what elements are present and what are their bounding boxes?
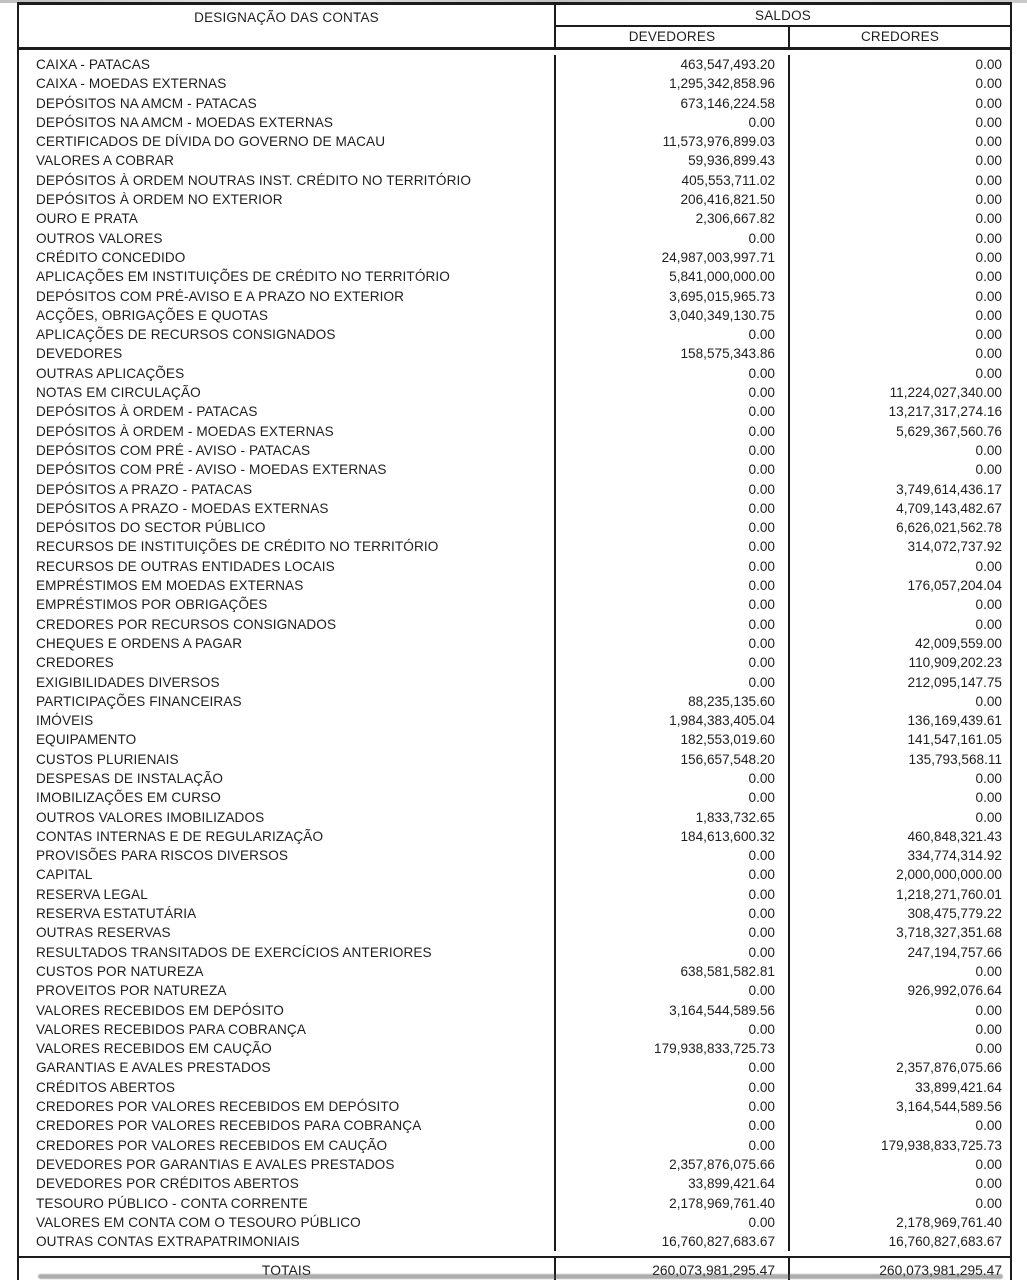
- table-row: [19, 499, 1010, 518]
- credores-value: 16,760,827,683.67: [888, 1234, 1002, 1250]
- credores-value: 0.00: [975, 249, 1002, 265]
- account-name: CHEQUES E ORDENS A PAGAR: [19, 634, 556, 653]
- devedores-value: 156,657,548.20: [556, 750, 790, 769]
- account-name: DEPÓSITOS DO SECTOR PÚBLICO: [19, 518, 556, 537]
- credores-value: 0.00: [975, 365, 1002, 381]
- account-name: VALORES RECEBIDOS EM CAUÇÃO: [19, 1039, 556, 1058]
- column-header-devedores: DEVEDORES: [556, 27, 790, 47]
- table-body: [19, 50, 1010, 1256]
- account-name: CREDORES POR RECURSOS CONSIGNADOS: [19, 615, 556, 634]
- credores-value: 0.00: [975, 1176, 1002, 1192]
- table-row: [19, 904, 1010, 923]
- account-name: CUSTOS POR NATUREZA: [19, 962, 556, 981]
- devedores-value: 673,146,224.58: [556, 94, 790, 113]
- account-name: RECURSOS DE OUTRAS ENTIDADES LOCAIS: [19, 557, 556, 576]
- account-name: CERTIFICADOS DE DÍVIDA DO GOVERNO DE MACAU: [19, 132, 556, 151]
- credores-value: 1,218,271,760.01: [896, 886, 1002, 902]
- devedores-value: 0.00: [556, 422, 790, 441]
- table-row: [19, 943, 1010, 962]
- devedores-value: 24,987,003,997.71: [556, 248, 790, 267]
- devedores-value: 0.00: [556, 518, 790, 537]
- devedores-value: 0.00: [556, 1136, 790, 1155]
- credores-value: 3,749,614,436.17: [896, 481, 1002, 497]
- table-row: [19, 788, 1010, 807]
- credores-value: 0.00: [975, 76, 1002, 92]
- devedores-value: 179,938,833,725.73: [556, 1039, 790, 1058]
- credores-value: 110,909,202.23: [908, 655, 1002, 671]
- table-row: [19, 827, 1010, 846]
- devedores-value: 0.00: [556, 441, 790, 460]
- credores-value: 136,169,439.61: [907, 713, 1002, 729]
- credores-value: 2,178,969,761.40: [896, 1214, 1002, 1230]
- devedores-value: 3,164,544,589.56: [556, 1001, 790, 1020]
- table-row: [19, 55, 1010, 74]
- table-row: [19, 1001, 1010, 1020]
- devedores-value: 0.00: [556, 229, 790, 248]
- devedores-value: 0.00: [556, 499, 790, 518]
- table-row: [19, 1097, 1010, 1116]
- account-name: CRÉDITOS ABERTOS: [19, 1078, 556, 1097]
- credores-value: 0.00: [975, 1118, 1002, 1134]
- credores-value: 0.00: [975, 211, 1002, 227]
- credores-value: 0.00: [975, 230, 1002, 246]
- credores-value: 4,709,143,482.67: [896, 500, 1002, 516]
- table-row: [19, 422, 1010, 441]
- credores-value: 0.00: [975, 558, 1002, 574]
- credores-value: 0.00: [975, 693, 1002, 709]
- table-row: [19, 1058, 1010, 1077]
- account-name: IMOBILIZAÇÕES EM CURSO: [19, 788, 556, 807]
- account-name: RECURSOS DE INSTITUIÇÕES DE CRÉDITO NO TERRITÓRIO: [19, 537, 556, 556]
- credores-value: 0.00: [975, 192, 1002, 208]
- credores-value: 0.00: [975, 1002, 1002, 1018]
- credores-value: 0.00: [975, 134, 1002, 150]
- table-row: [19, 364, 1010, 383]
- table-row: [19, 1174, 1010, 1193]
- devedores-value: 3,040,349,130.75: [556, 306, 790, 325]
- devedores-value: 3,695,015,965.73: [556, 287, 790, 306]
- credores-value: 0.00: [975, 616, 1002, 632]
- devedores-value: 0.00: [556, 615, 790, 634]
- saldos-header-group: [556, 5, 1010, 47]
- devedores-value: 0.00: [556, 557, 790, 576]
- table-row: [19, 480, 1010, 499]
- devedores-value: 0.00: [556, 1058, 790, 1077]
- column-header-credores: CREDORES: [860, 29, 940, 44]
- credores-value: 0.00: [975, 770, 1002, 786]
- devedores-value: 0.00: [556, 325, 790, 344]
- devedores-value: 33,899,421.64: [556, 1174, 790, 1193]
- account-name: DEPÓSITOS NA AMCM - MOEDAS EXTERNAS: [19, 113, 556, 132]
- devedores-value: 0.00: [556, 402, 790, 421]
- devedores-value: 0.00: [556, 364, 790, 383]
- table-row: [19, 692, 1010, 711]
- credores-value: 247,194,757.66: [907, 944, 1002, 960]
- table-row: [19, 74, 1010, 93]
- devedores-value: 0.00: [556, 673, 790, 692]
- table-row: [19, 460, 1010, 479]
- account-name: PROVEITOS POR NATUREZA: [19, 981, 556, 1000]
- devedores-value: 0.00: [556, 1097, 790, 1116]
- devedores-value: 1,833,732.65: [556, 808, 790, 827]
- account-name: VALORES RECEBIDOS PARA COBRANÇA: [19, 1020, 556, 1039]
- account-name: CREDORES POR VALORES RECEBIDOS PARA COBRANÇA: [19, 1116, 556, 1135]
- devedores-value: 2,178,969,761.40: [556, 1194, 790, 1213]
- table-row: [19, 94, 1010, 113]
- devedores-value: 0.00: [556, 769, 790, 788]
- devedores-value: 16,760,827,683.67: [556, 1232, 790, 1251]
- table-row: [19, 885, 1010, 904]
- table-row: [19, 171, 1010, 190]
- account-name: OUTROS VALORES IMOBILIZADOS: [19, 808, 556, 827]
- devedores-value: 0.00: [556, 113, 790, 132]
- devedores-value: 0.00: [556, 480, 790, 499]
- table-row: [19, 383, 1010, 402]
- column-header-designacao-das-contas: DESIGNAÇÃO DAS CONTAS: [19, 5, 556, 47]
- credores-value: 3,718,327,351.68: [896, 925, 1002, 941]
- account-name: DEVEDORES POR CRÉDITOS ABERTOS: [19, 1174, 556, 1193]
- table-row: [19, 287, 1010, 306]
- account-name: DEPÓSITOS A PRAZO - PATACAS: [19, 480, 556, 499]
- table-row: [19, 981, 1010, 1000]
- table-row: [19, 595, 1010, 614]
- account-name: OUTROS VALORES: [19, 229, 556, 248]
- credores-value: 0.00: [975, 95, 1002, 111]
- credores-value: 460,848,321.43: [907, 828, 1002, 844]
- credores-value: 33,899,421.64: [915, 1079, 1002, 1095]
- devedores-value: 59,936,899.43: [556, 151, 790, 170]
- credores-value: 2,357,876,075.66: [896, 1060, 1002, 1076]
- credores-value: 334,774,314.92: [907, 848, 1002, 864]
- credores-value: 0.00: [975, 114, 1002, 130]
- credores-value: 0.00: [975, 269, 1002, 285]
- devedores-value: 1,295,342,858.96: [556, 74, 790, 93]
- table-row: [19, 248, 1010, 267]
- account-name: DEPÓSITOS À ORDEM NO EXTERIOR: [19, 190, 556, 209]
- table-row: [19, 730, 1010, 749]
- table-row: [19, 190, 1010, 209]
- account-name: CAPITAL: [19, 865, 556, 884]
- credores-value: 0.00: [975, 963, 1002, 979]
- account-name: DEPÓSITOS COM PRÉ - AVISO - PATACAS: [19, 441, 556, 460]
- account-name: PROVISÕES PARA RISCOS DIVERSOS: [19, 846, 556, 865]
- credores-value: 0.00: [975, 1041, 1002, 1057]
- account-name: DEPÓSITOS A PRAZO - MOEDAS EXTERNAS: [19, 499, 556, 518]
- account-name: CREDORES POR VALORES RECEBIDOS EM DEPÓSITO: [19, 1097, 556, 1116]
- credores-value: 0.00: [975, 153, 1002, 169]
- account-name: IMÓVEIS: [19, 711, 556, 730]
- devedores-value: 158,575,343.86: [556, 344, 790, 363]
- account-name: ACÇÕES, OBRIGAÇÕES E QUOTAS: [19, 306, 556, 325]
- account-name: CRÉDITO CONCEDIDO: [19, 248, 556, 267]
- table-row: [19, 306, 1010, 325]
- devedores-value: 0.00: [556, 576, 790, 595]
- credores-value: 0.00: [975, 307, 1002, 323]
- totals-label: TOTAIS: [19, 1258, 556, 1280]
- devedores-value: 0.00: [556, 1213, 790, 1232]
- column-group-header-saldos: SALDOS: [556, 5, 1010, 27]
- devedores-value: 0.00: [556, 653, 790, 672]
- devedores-value: 0.00: [556, 1078, 790, 1097]
- account-name: CAIXA - PATACAS: [19, 55, 556, 74]
- table-row: [19, 1194, 1010, 1213]
- table-row: [19, 1136, 1010, 1155]
- devedores-value: 638,581,582.81: [556, 962, 790, 981]
- table-header: [19, 5, 1010, 50]
- devedores-value: 11,573,976,899.03: [556, 132, 790, 151]
- account-name: OUTRAS CONTAS EXTRAPATRIMONIAIS: [19, 1232, 556, 1251]
- table-row: [19, 653, 1010, 672]
- table-row: [19, 634, 1010, 653]
- account-name: CREDORES POR VALORES RECEBIDOS EM CAUÇÃO: [19, 1136, 556, 1155]
- account-name: OUTRAS RESERVAS: [19, 923, 556, 942]
- account-name: APLICAÇÕES DE RECURSOS CONSIGNADOS: [19, 325, 556, 344]
- credores-value: 0.00: [975, 597, 1002, 613]
- trial-balance-table: [17, 2, 1012, 1280]
- devedores-value: 206,416,821.50: [556, 190, 790, 209]
- credores-value: 176,057,204.04: [907, 578, 1002, 594]
- credores-value: 0.00: [975, 809, 1002, 825]
- table-row: [19, 750, 1010, 769]
- account-name: DEPÓSITOS À ORDEM - MOEDAS EXTERNAS: [19, 422, 556, 441]
- credores-value: 0.00: [975, 288, 1002, 304]
- account-name: DEPÓSITOS NA AMCM - PATACAS: [19, 94, 556, 113]
- credores-value: 0.00: [975, 1021, 1002, 1037]
- devedores-value: 5,841,000,000.00: [556, 267, 790, 286]
- credores-value: 314,072,737.92: [907, 539, 1002, 555]
- table-row: [19, 615, 1010, 634]
- table-row: [19, 267, 1010, 286]
- devedores-value: 1,984,383,405.04: [556, 711, 790, 730]
- credores-value: 3,164,544,589.56: [896, 1099, 1002, 1115]
- devedores-value: 0.00: [556, 634, 790, 653]
- table-row: [19, 209, 1010, 228]
- table-row: [19, 402, 1010, 421]
- account-name: APLICAÇÕES EM INSTITUIÇÕES DE CRÉDITO NO TERRITÓRIO: [19, 267, 556, 286]
- table-row: [19, 518, 1010, 537]
- account-name: EXIGIBILIDADES DIVERSOS: [19, 673, 556, 692]
- table-row: [19, 711, 1010, 730]
- account-name: RESERVA LEGAL: [19, 885, 556, 904]
- devedores-value: 0.00: [556, 595, 790, 614]
- devedores-value: 0.00: [556, 788, 790, 807]
- table-row: [19, 769, 1010, 788]
- account-name: RESERVA ESTATUTÁRIA: [19, 904, 556, 923]
- credores-value: 0.00: [975, 327, 1002, 343]
- table-row: [19, 325, 1010, 344]
- credores-value: 179,938,833,725.73: [881, 1137, 1002, 1153]
- credores-value: 6,626,021,562.78: [896, 520, 1002, 536]
- account-name: VALORES A COBRAR: [19, 151, 556, 170]
- account-name: VALORES RECEBIDOS EM DEPÓSITO: [19, 1001, 556, 1020]
- table-row: [19, 865, 1010, 884]
- table-row: [19, 1232, 1010, 1251]
- credores-value: 0.00: [975, 1156, 1002, 1172]
- credores-value: 5,629,367,560.76: [896, 423, 1002, 439]
- table-row: [19, 1155, 1010, 1174]
- credores-value: 0.00: [975, 172, 1002, 188]
- devedores-value: 0.00: [556, 1116, 790, 1135]
- account-name: EQUIPAMENTO: [19, 730, 556, 749]
- devedores-value: 0.00: [556, 460, 790, 479]
- account-name: CREDORES: [19, 653, 556, 672]
- credores-value: 308,475,779.22: [907, 906, 1002, 922]
- credores-value: 13,217,317,274.16: [888, 404, 1002, 420]
- account-name: VALORES EM CONTA COM O TESOURO PÚBLICO: [19, 1213, 556, 1232]
- credores-value: 0.00: [975, 1195, 1002, 1211]
- devedores-value: 405,553,711.02: [556, 171, 790, 190]
- account-name: RESULTADOS TRANSITADOS DE EXERCÍCIOS ANTERIORES: [19, 943, 556, 962]
- devedores-value: 2,357,876,075.66: [556, 1155, 790, 1174]
- table-row: [19, 1039, 1010, 1058]
- table-row: [19, 923, 1010, 942]
- devedores-value: 463,547,493.20: [556, 55, 790, 74]
- devedores-value: 0.00: [556, 923, 790, 942]
- credores-value: 0.00: [975, 462, 1002, 478]
- table-row: [19, 1020, 1010, 1039]
- credores-value: 0.00: [975, 790, 1002, 806]
- devedores-value: 182,553,019.60: [556, 730, 790, 749]
- devedores-value: 0.00: [556, 904, 790, 923]
- credores-value: 11,224,027,340.00: [889, 385, 1002, 401]
- totals-devedores-value: 260,073,981,295.47: [556, 1258, 790, 1280]
- account-name: OUTRAS APLICAÇÕES: [19, 364, 556, 383]
- account-name: DEVEDORES: [19, 344, 556, 363]
- account-name: CAIXA - MOEDAS EXTERNAS: [19, 74, 556, 93]
- devedores-value: 0.00: [556, 865, 790, 884]
- account-name: CONTAS INTERNAS E DE REGULARIZAÇÃO: [19, 827, 556, 846]
- account-name: DEPÓSITOS COM PRÉ-AVISO E A PRAZO NO EXTERIOR: [19, 287, 556, 306]
- table-row: [19, 1213, 1010, 1232]
- table-row: [19, 151, 1010, 170]
- table-row: [19, 113, 1010, 132]
- account-name: DEVEDORES POR GARANTIAS E AVALES PRESTADOS: [19, 1155, 556, 1174]
- table-row: [19, 229, 1010, 248]
- account-name: OURO E PRATA: [19, 209, 556, 228]
- devedores-value: 0.00: [556, 1020, 790, 1039]
- devedores-value: 0.00: [556, 943, 790, 962]
- table-row: [19, 576, 1010, 595]
- table-row: [19, 846, 1010, 865]
- account-name: PARTICIPAÇÕES FINANCEIRAS: [19, 692, 556, 711]
- table-row: [19, 1116, 1010, 1135]
- credores-value: 0.00: [975, 57, 1002, 72]
- account-name: CUSTOS PLURIENAIS: [19, 750, 556, 769]
- devedores-value: 88,235,135.60: [556, 692, 790, 711]
- table-row: [19, 673, 1010, 692]
- table-row: [19, 557, 1010, 576]
- credores-value: 0.00: [975, 346, 1002, 362]
- account-name: DESPESAS DE INSTALAÇÃO: [19, 769, 556, 788]
- credores-value: 0.00: [975, 442, 1002, 458]
- scan-artifact-bottom-edge: [38, 1274, 1003, 1279]
- table-row: [19, 344, 1010, 363]
- account-name: EMPRÉSTIMOS POR OBRIGAÇÕES: [19, 595, 556, 614]
- devedores-value: 0.00: [556, 537, 790, 556]
- table-row: [19, 441, 1010, 460]
- credores-value: 926,992,076.64: [907, 983, 1002, 999]
- devedores-value: 0.00: [556, 885, 790, 904]
- account-name: DEPÓSITOS À ORDEM - PATACAS: [19, 402, 556, 421]
- devedores-value: 0.00: [556, 981, 790, 1000]
- table-row: [19, 808, 1010, 827]
- table-row: [19, 537, 1010, 556]
- credores-value: 42,009,559.00: [915, 635, 1002, 651]
- totals-credores-value: 260,073,981,295.47: [879, 1263, 1002, 1279]
- table-row: [19, 132, 1010, 151]
- credores-value: 2,000,000,000.00: [896, 867, 1002, 883]
- credores-value: 141,547,161.05: [907, 732, 1002, 748]
- credores-value: 135,793,568.11: [908, 751, 1002, 767]
- table-row: [19, 962, 1010, 981]
- account-name: TESOURO PÚBLICO - CONTA CORRENTE: [19, 1194, 556, 1213]
- table-row: [19, 1078, 1010, 1097]
- account-name: NOTAS EM CIRCULAÇÃO: [19, 383, 556, 402]
- devedores-value: 0.00: [556, 846, 790, 865]
- account-name: DEPÓSITOS COM PRÉ - AVISO - MOEDAS EXTERNAS: [19, 460, 556, 479]
- devedores-value: 2,306,667.82: [556, 209, 790, 228]
- credores-value: 212,095,147.75: [907, 674, 1002, 690]
- devedores-value: 184,613,600.32: [556, 827, 790, 846]
- account-name: GARANTIAS E AVALES PRESTADOS: [19, 1058, 556, 1077]
- devedores-value: 0.00: [556, 383, 790, 402]
- account-name: DEPÓSITOS À ORDEM NOUTRAS INST. CRÉDITO NO TERRITÓRIO: [19, 171, 556, 190]
- account-name: EMPRÉSTIMOS EM MOEDAS EXTERNAS: [19, 576, 556, 595]
